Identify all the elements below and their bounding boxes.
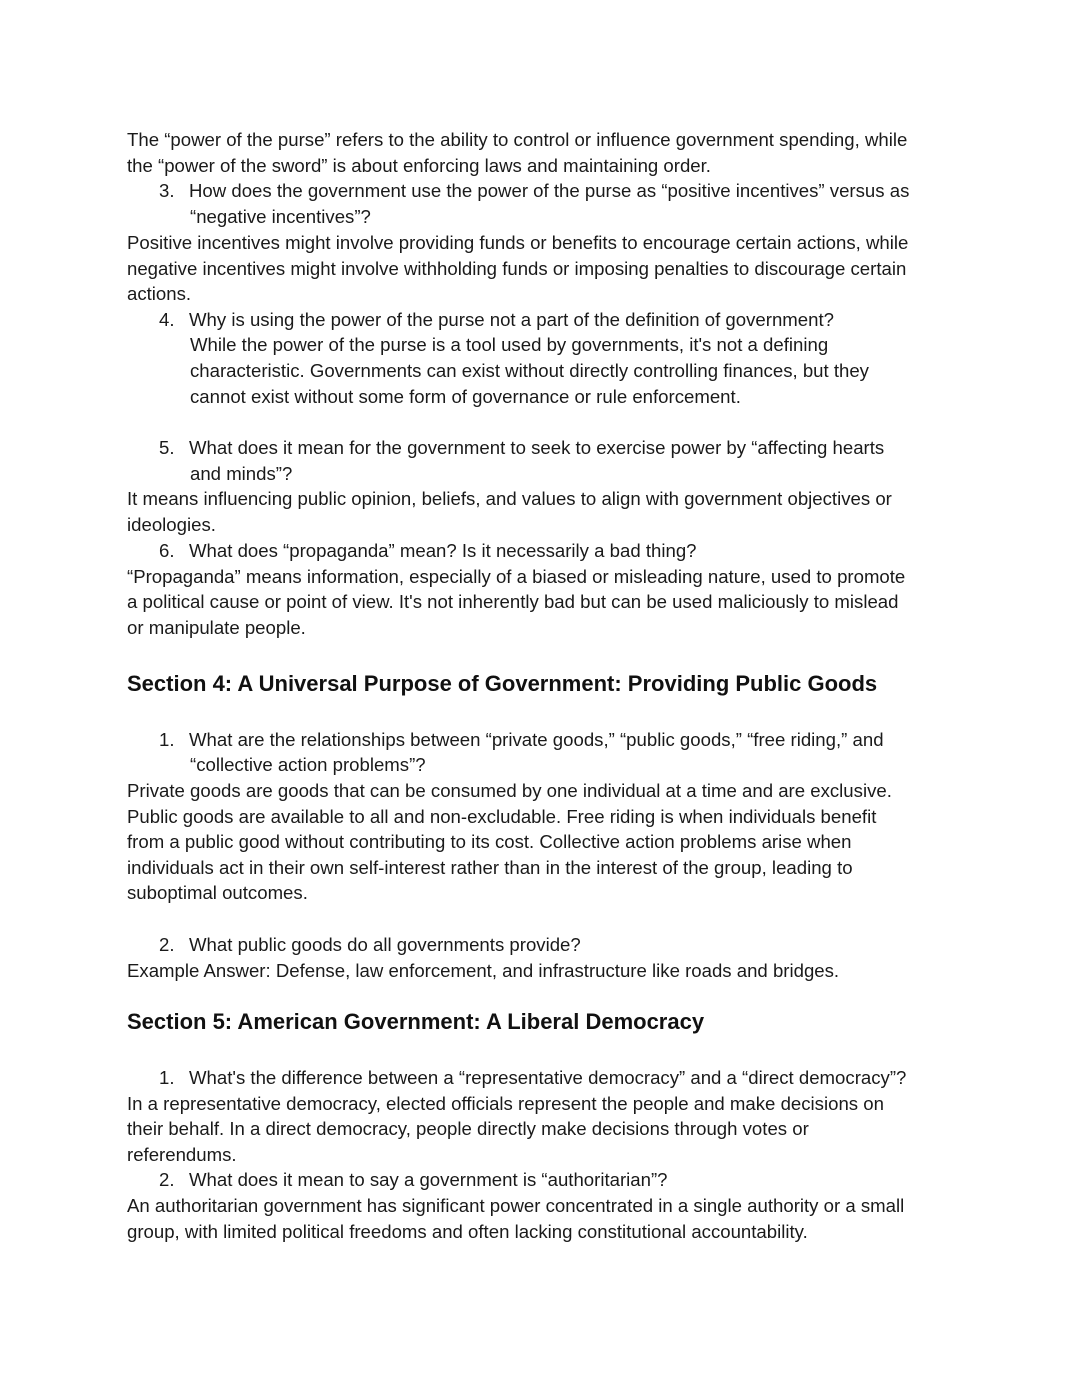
answer-text-line: cannot exist without some form of governance or rule enforcement.	[190, 386, 741, 407]
answer-text-line: Public goods are available to all and non-excludable. Free riding is when individuals benefit	[127, 806, 877, 827]
answer-text-line: ideologies.	[127, 514, 216, 535]
question-text-line: What does it mean to say a government is “authoritarian”?	[189, 1169, 668, 1190]
answer-text-line: It means influencing public opinion, beliefs, and values to align with government objectives or	[127, 488, 892, 509]
list-number: 1.	[159, 1067, 175, 1088]
question-text-line: What are the relationships between “private goods,” “public goods,” “free riding,” and	[189, 729, 884, 750]
question-6	[159, 538, 697, 564]
list-number: 3.	[159, 180, 175, 201]
answer-text-line: An authoritarian government has significant power concentrated in a single authority or a small	[127, 1195, 905, 1216]
list-number: 2.	[159, 934, 175, 955]
list-number: 2.	[159, 1169, 175, 1190]
answer-text-line: Positive incentives might involve providing funds or benefits to encourage certain actions, while	[127, 232, 909, 253]
answer-text-line: referendums.	[127, 1144, 237, 1165]
question-text-line: What's the difference between a “representative democracy” and a “direct democracy”?	[189, 1067, 907, 1088]
question-3	[159, 178, 909, 204]
question-text-line: and minds”?	[190, 463, 293, 484]
question-text-line: What does “propaganda” mean? Is it necessarily a bad thing?	[189, 540, 697, 561]
answer-text-line: from a public good without contributing to its cost. Collective action problems arise when	[127, 831, 852, 852]
answer-text-line: Private goods are goods that can be consumed by one individual at a time and are exclusive.	[127, 780, 892, 801]
question-text-line: What does it mean for the government to seek to exercise power by “affecting hearts	[189, 437, 885, 458]
question-text-line: What public goods do all governments provide?	[189, 934, 581, 955]
answer-text-line: group, with limited political freedoms and often lacking constitutional accountability.	[127, 1221, 808, 1242]
question-5	[159, 435, 884, 461]
section5-question-1	[159, 1065, 906, 1091]
question-4	[159, 307, 834, 333]
list-number: 1.	[159, 729, 175, 750]
section4-question-2	[159, 932, 581, 958]
list-number: 4.	[159, 309, 175, 330]
answer-text-line: characteristic. Governments can exist without directly controlling finances, but they	[190, 360, 869, 381]
answer-text-line: “Propaganda” means information, especially of a biased or misleading nature, used to promote	[127, 566, 906, 587]
answer-text-line: negative incentives might involve withholding funds or imposing penalties to discourage certain	[127, 258, 907, 279]
question-text-line: “negative incentives”?	[190, 206, 371, 227]
question-text-line: “collective action problems”?	[190, 754, 426, 775]
question-text-line: How does the government use the power of the purse as “positive incentives” versus as	[189, 180, 910, 201]
section-heading: Section 5: American Government: A Liberal Democracy	[127, 1009, 705, 1034]
answer-text-line: or manipulate people.	[127, 617, 306, 638]
section4-question-1	[159, 727, 884, 753]
answer-text-line: their behalf. In a direct democracy, people directly make decisions through votes or	[127, 1118, 809, 1139]
answer-text-line: suboptimal outcomes.	[127, 882, 308, 903]
section5-question-2	[159, 1167, 668, 1193]
answer-text-line: a political cause or point of view. It's not inherently bad but can be used maliciously to mislead	[127, 591, 899, 612]
answer-text-line: the “power of the sword” is about enforcing laws and maintaining order.	[127, 155, 711, 176]
section-heading: Section 4: A Universal Purpose of Government: Providing Public Goods	[127, 671, 878, 696]
list-number: 6.	[159, 540, 175, 561]
answer-text-line: While the power of the purse is a tool used by governments, it's not a defining	[190, 334, 829, 355]
answer-text-line: actions.	[127, 283, 192, 304]
answer-text-line: The “power of the purse” refers to the ability to control or influence government spending, while	[127, 129, 908, 150]
list-number: 5.	[159, 437, 175, 458]
answer-text-line: In a representative democracy, elected officials represent the people and make decisions on	[127, 1093, 884, 1114]
question-text-line: Why is using the power of the purse not a part of the definition of government?	[189, 309, 834, 330]
answer-text-line: Example Answer: Defense, law enforcement, and infrastructure like roads and bridges.	[127, 960, 840, 981]
answer-text-line: individuals act in their own self-interest rather than in the interest of the group, leading to	[127, 857, 853, 878]
